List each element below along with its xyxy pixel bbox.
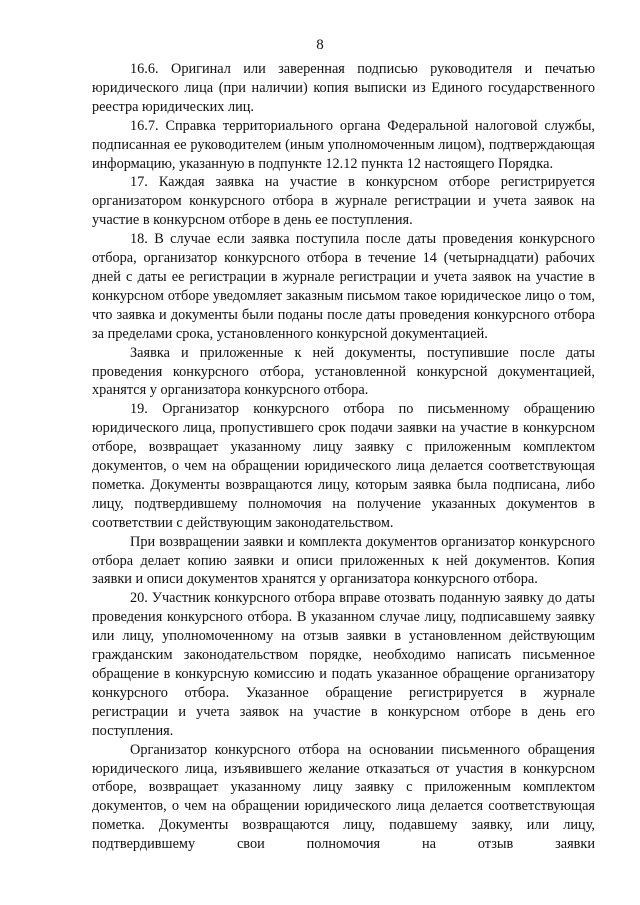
paragraph-20: 20. Участник конкурсного отбора вправе отозвать поданную заявку до даты проведения конкурсного отбора. В указанном случае лицу, подписавшему заявку или лицу, уполномоченному на отзыв заявки в установленном действующим гражданским законодательством порядке, необходимо написать письменное обращение в конкурсную комиссию и подать указанное обращение организатору конкурсного отбора. Указанное обращение регистрируется в журнале регистрации и учета заявок на участие в конкурсном отборе в день его поступления.: [92, 590, 595, 739]
paragraph-18-storage: Заявка и приложенные к ней документы, поступившие после даты проведения конкурсного отбора, установленной конкурсной документацией, хранятся у организатора конкурсного отбора.: [92, 344, 595, 399]
page-number: 8: [316, 37, 324, 53]
paragraph-20-return: Организатор конкурсного отбора на основании письменного обращения юридического лица, изъявившего желание отказаться от участия в конкурсном отборе, возвращает указанному лицу заявку с приложенным комплектом документов, о чем на обращении юридического лица делается соответствующая пометка. Документы возвращаются лицу, подавшему заявку, или лицу, подтвердившему свои полномочия на отзыв заявки: [92, 741, 595, 853]
paragraph-16-7: 16.7. Справка территориального органа Федеральной налоговой службы, подписанная ее руководителем (иным уполномоченным лицом), подтверждающая информацию, указанную в подпункте 12.12 пункта 12 настоящего Порядка.: [92, 117, 595, 172]
paragraph-19: 19. Организатор конкурсного отбора по письменному обращению юридического лица, пропустившего срок подачи заявки на участие в конкурсном отборе, возвращает указанному лицу заявку с приложенным комплектом документов, о чем на обращении юридического лица делается соответствующая пометка. Документы возвращаются лицу, которым заявка была подписана, либо лицу, подтвердившему полномочия на получение указанных документов в соответствии с действующим законодательством.: [92, 401, 595, 531]
paragraph-19-copy: При возвращении заявки и комплекта документов организатор конкурсного отбора делает копию заявки и описи приложенных к ней документов. Копия заявки и описи документов хранятся у организатора конкурсного отбора.: [92, 533, 595, 588]
paragraph-18: 18. В случае если заявка поступила после даты проведения конкурсного отбора, организатор конкурсного отбора в течение 14 (четырнадцати) рабочих дней с даты ее регистрации в журнале регистрации и учета заявок на участие в конкурсном отборе уведомляет заказным письмом такое юридическое лицо о том, что заявка и документы были поданы после даты проведения конкурсного отбора за пределами срока, установленного конкурсной документацией.: [92, 231, 595, 342]
document-body: [92, 60, 595, 854]
paragraph-16-6: 16.6. Оригинал или заверенная подписью руководителя и печатью юридического лица (при наличии) копия выписки из Единого государственного реестра юридических лиц.: [92, 61, 595, 115]
paragraph-17: 17. Каждая заявка на участие в конкурсном отборе регистрируется организатором конкурсного отбора в журнале регистрации и учета заявок на участие в конкурсном отборе в день ее поступления.: [92, 174, 595, 229]
